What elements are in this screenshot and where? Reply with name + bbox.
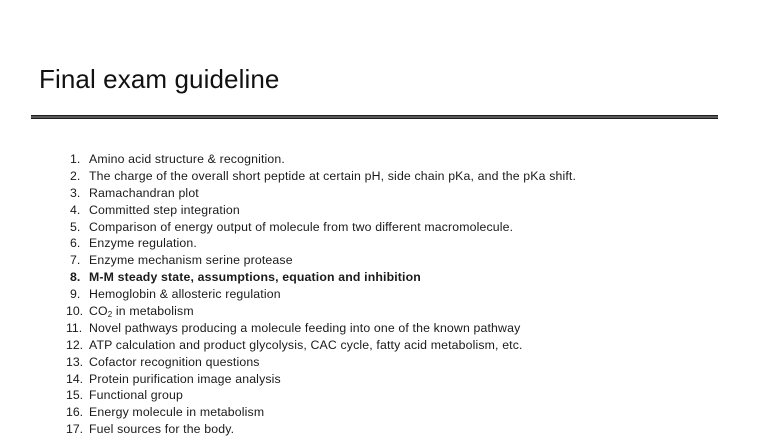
list-item <box>66 320 576 337</box>
item-text: Novel pathways producing a molecule feeding into one of the known pathway <box>89 320 521 335</box>
item-text: Protein purification image analysis <box>89 371 281 386</box>
list-item <box>66 252 576 269</box>
list-item <box>66 185 576 202</box>
list-item <box>66 421 576 438</box>
item-number: 8. <box>70 270 81 285</box>
slide-title: Final exam guideline <box>39 64 280 94</box>
item-text: Hemoglobin & allosteric regulation <box>89 287 281 302</box>
item-text: Fuel sources for the body. <box>89 422 235 437</box>
item-text: Functional group <box>89 388 184 403</box>
item-number: 15. <box>66 388 84 403</box>
item-number: 2. <box>70 168 81 183</box>
list-item <box>66 219 576 236</box>
item-text: Amino acid structure & recognition. <box>89 152 285 166</box>
item-number: 14. <box>66 371 84 386</box>
item-number: 16. <box>66 405 84 420</box>
list-item <box>66 168 576 185</box>
item-text: Enzyme mechanism serine protease <box>89 253 293 268</box>
list-item <box>66 354 576 371</box>
item-number: 9. <box>70 287 81 302</box>
item-text-after: in metabolism <box>112 304 194 319</box>
list-item <box>66 303 576 320</box>
item-number: 1. <box>70 152 81 166</box>
title-divider <box>31 115 718 119</box>
item-text: Cofactor recognition questions <box>89 354 260 369</box>
item-text: Energy molecule in metabolism <box>89 405 265 420</box>
list-item <box>66 337 576 354</box>
guideline-list <box>66 151 576 438</box>
list-item <box>66 202 576 219</box>
list-item <box>66 404 576 421</box>
item-number: 12. <box>66 337 84 352</box>
item-number: 3. <box>70 185 81 200</box>
list-item <box>66 235 576 252</box>
item-number: 13. <box>66 354 84 369</box>
item-text: Committed step integration <box>89 202 240 217</box>
list-item <box>66 371 576 388</box>
item-number: 5. <box>70 219 81 234</box>
item-text: Ramachandran plot <box>89 185 199 200</box>
item-text <box>89 303 194 320</box>
item-number: 4. <box>70 202 81 217</box>
list-item <box>66 286 576 303</box>
item-text-before: CO <box>89 304 108 319</box>
list-item <box>66 151 576 168</box>
item-text: M-M steady state, assumptions, equation and inhibition <box>89 270 421 285</box>
item-number: 10. <box>66 304 84 319</box>
item-subscript: 2 <box>107 310 113 320</box>
item-number: 7. <box>70 253 81 268</box>
item-text: The charge of the overall short peptide at certain pH, side chain pKa, and the pKa shift. <box>89 168 577 183</box>
item-text: Comparison of energy output of molecule from two different macromolecule. <box>89 219 514 234</box>
item-text: Enzyme regulation. <box>89 236 197 251</box>
item-number: 17. <box>66 422 84 437</box>
list-item-highlighted <box>66 269 576 286</box>
item-text: ATP calculation and product glycolysis, CAC cycle, fatty acid metabolism, etc. <box>89 337 523 352</box>
list-item <box>66 387 576 404</box>
item-number: 6. <box>70 236 81 251</box>
item-number: 11. <box>66 320 83 335</box>
